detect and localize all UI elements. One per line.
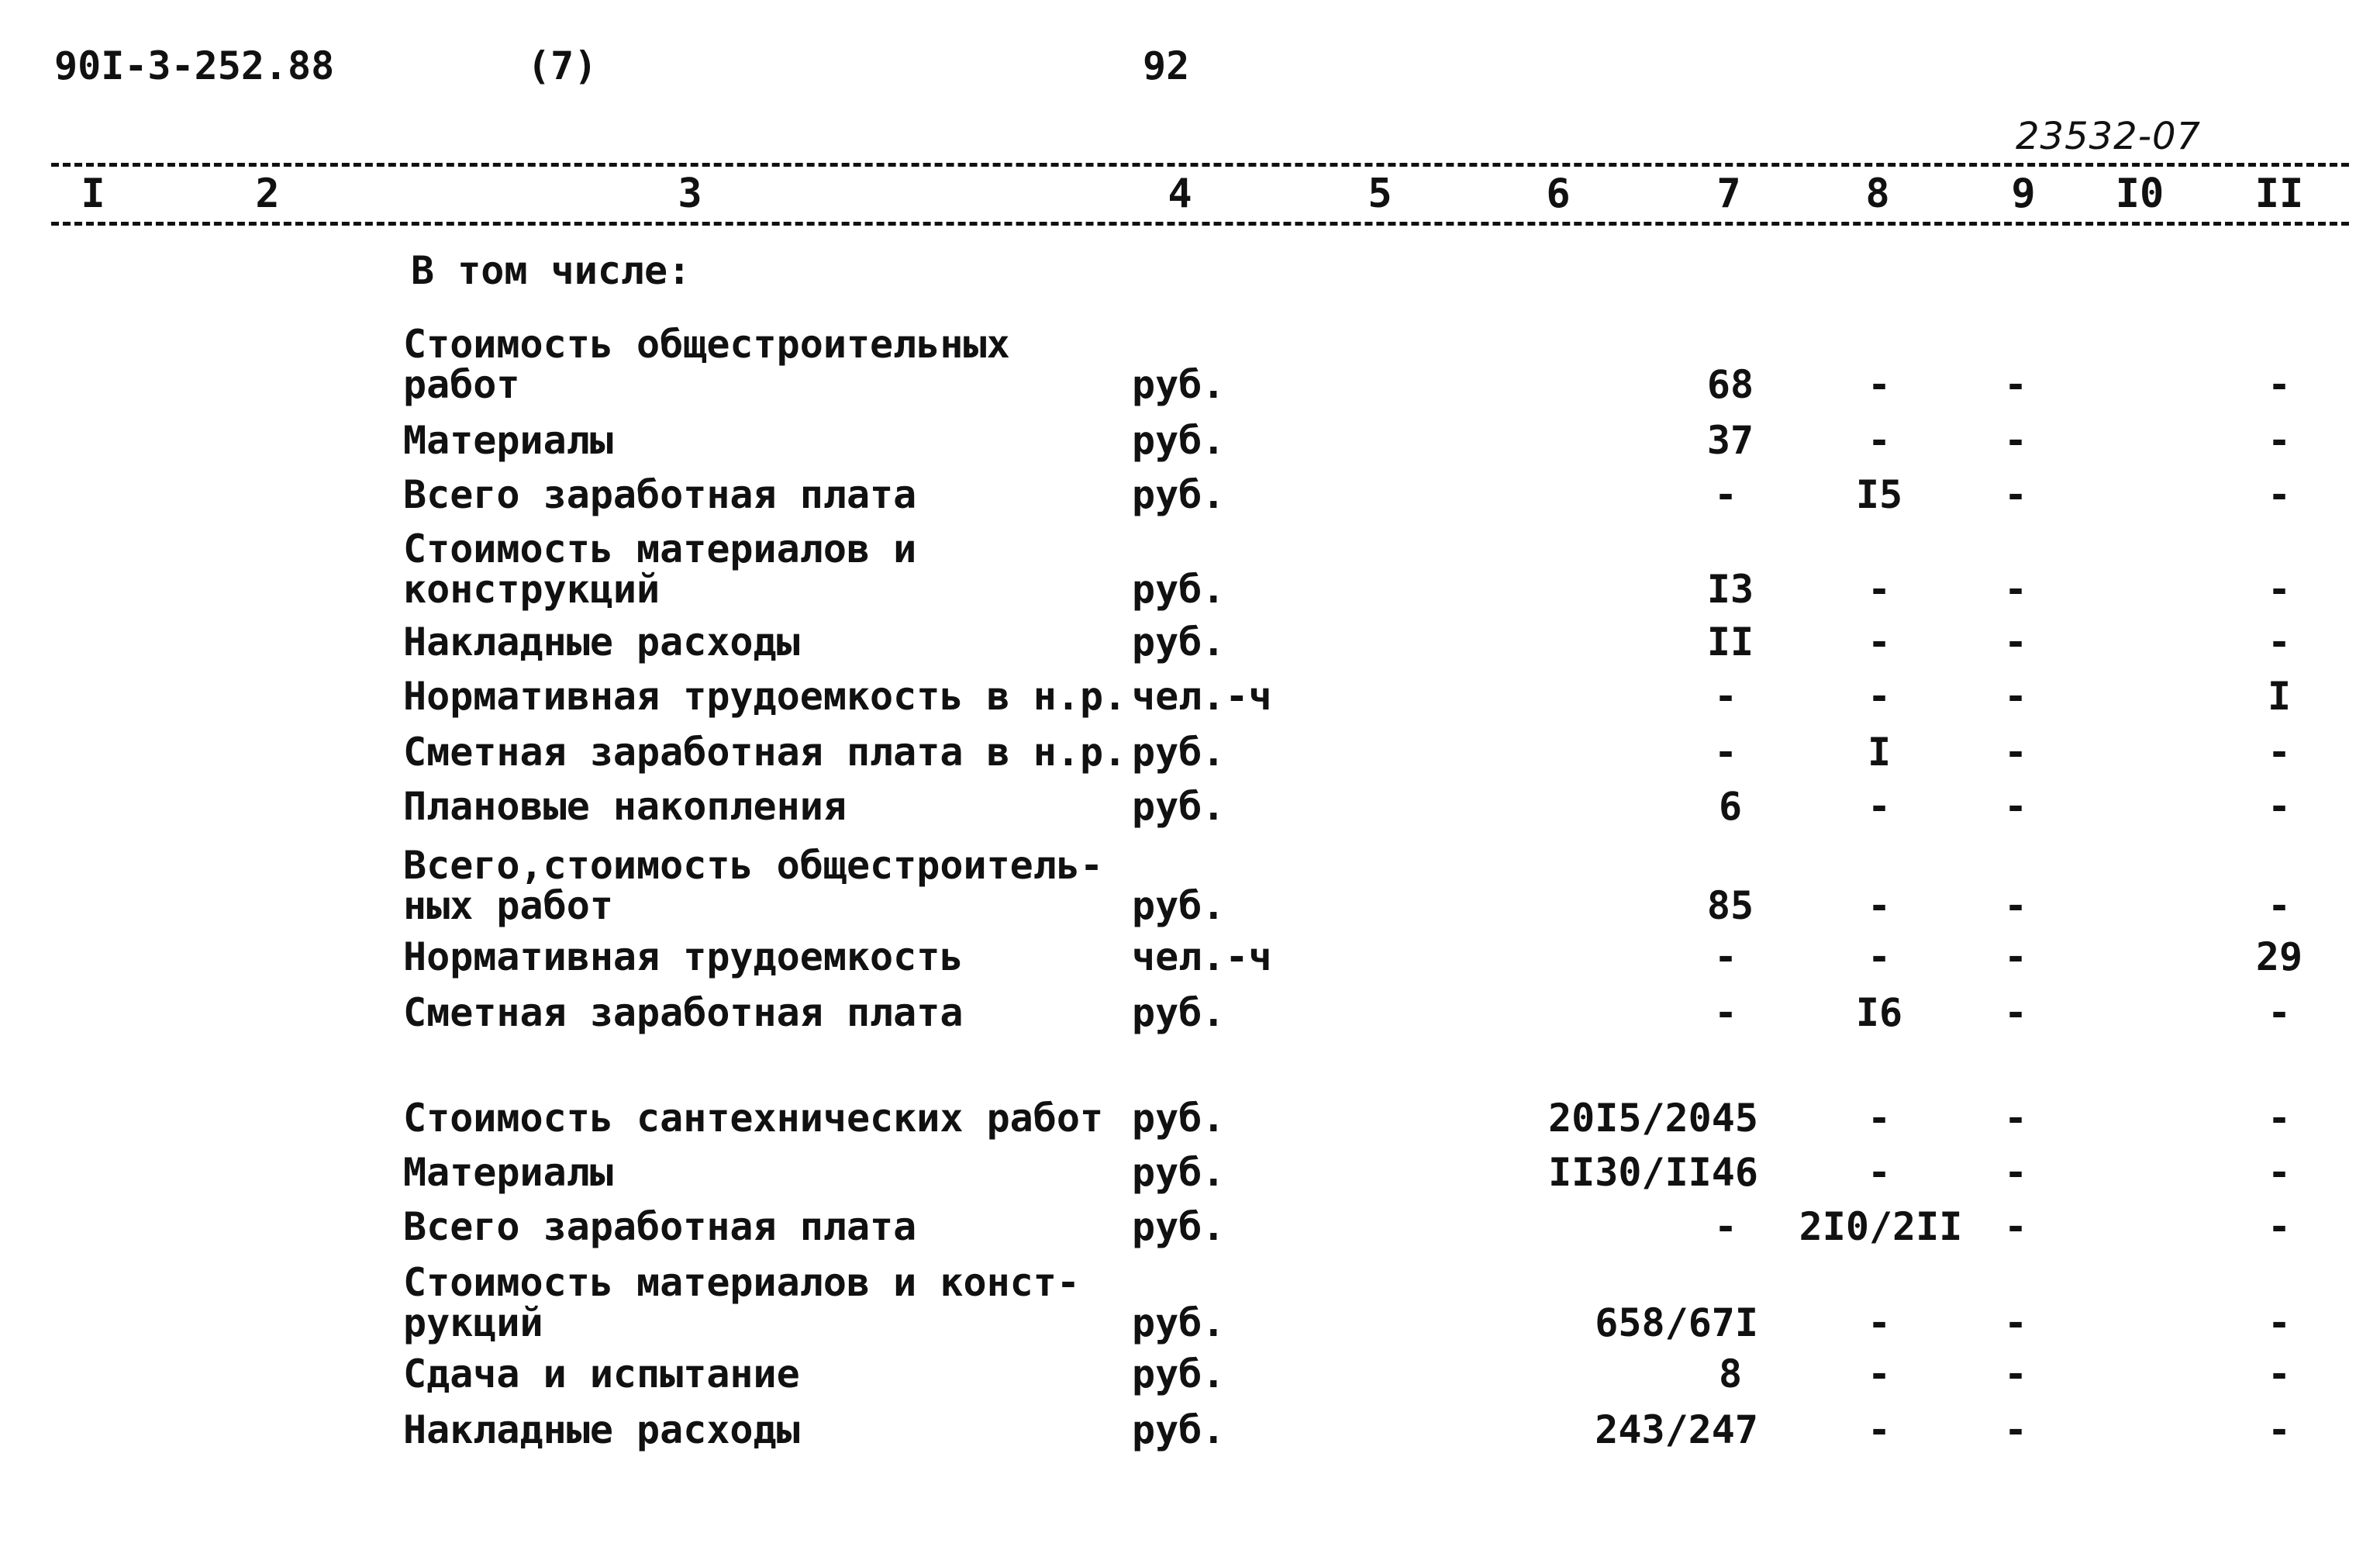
col8-value: I [1867, 730, 1892, 775]
row-name-line: Стоимость материалов и конст- [403, 1260, 1080, 1305]
column-number: 7 [1716, 171, 1741, 217]
col8-value: - [1867, 1407, 1892, 1452]
col9-value: - [2003, 567, 2028, 612]
col9-value: - [2003, 1096, 2028, 1141]
row-name [403, 845, 1103, 926]
col7-value: II30/II46 [1548, 1150, 1758, 1195]
row-name-line: работ [403, 362, 520, 407]
table-row [0, 1096, 2380, 1141]
column-number: II [2254, 171, 2304, 217]
col11-value: I [2267, 674, 2292, 719]
row-unit: руб. [1132, 1096, 1226, 1141]
row-name-line: Накладные расходы [403, 620, 800, 665]
column-number: 9 [2011, 171, 2036, 217]
table-row [0, 1352, 2380, 1396]
table-row [0, 418, 2380, 463]
col9-value: - [2003, 1300, 2028, 1345]
col8-value: - [1867, 1352, 1892, 1396]
table-row [0, 526, 2380, 612]
col9-value: - [2003, 784, 2028, 829]
col7-value: 658/67I [1595, 1300, 1758, 1345]
row-name-line: Сдача и испытание [403, 1352, 800, 1396]
table-row [0, 322, 2380, 407]
row-name-line: Всего заработная плата [403, 1204, 917, 1249]
table-row [0, 784, 2380, 829]
col11-value: - [2267, 1352, 2292, 1396]
col7-value: - [1713, 730, 1738, 775]
row-unit: руб. [1132, 990, 1226, 1035]
column-number: 6 [1546, 171, 1571, 217]
row-name [403, 730, 1127, 775]
row-name-line: Плановые накопления [403, 784, 847, 829]
document-code: 90I-3-252.88 [54, 43, 335, 88]
col8-value: - [1867, 1096, 1892, 1141]
col11-value: - [2267, 990, 2292, 1035]
col8-value: - [1867, 784, 1892, 829]
col9-value: - [2003, 362, 2028, 407]
row-name-line: Всего,стоимость общестроитель- [403, 843, 1104, 888]
row-name-line: Нормативная трудоемкость [403, 934, 964, 979]
col9-value: - [2003, 472, 2028, 517]
col9-value: - [2003, 674, 2028, 719]
column-number: 5 [1368, 171, 1392, 217]
col9-value: - [2003, 418, 2028, 463]
row-name-line: Сметная заработная плата [403, 990, 964, 1035]
col9-value: - [2003, 1204, 2028, 1249]
row-name-line: Стоимость материалов и [403, 526, 917, 571]
row-name [403, 1262, 1080, 1343]
table-top-rule [51, 163, 2349, 167]
row-unit: руб. [1132, 1204, 1226, 1249]
col8-value: - [1867, 674, 1892, 719]
col11-value: - [2267, 567, 2292, 612]
row-name [403, 420, 613, 461]
column-number: I0 [2115, 171, 2164, 217]
row-name [403, 526, 917, 612]
col8-value: - [1867, 1150, 1892, 1195]
col8-value: - [1867, 1300, 1892, 1345]
col11-value: - [2267, 1096, 2292, 1141]
row-name [403, 934, 964, 979]
col9-value: - [2003, 730, 2028, 775]
col11-value: - [2267, 1150, 2292, 1195]
row-name [403, 1096, 1104, 1141]
table-row [0, 1150, 2380, 1195]
column-number: 2 [255, 171, 280, 217]
row-name [403, 1204, 917, 1249]
col7-value: II [1706, 620, 1754, 665]
column-number: 4 [1168, 171, 1192, 217]
col7-value: 37 [1706, 418, 1754, 463]
table-header-rule [51, 222, 2349, 226]
row-name-line: рукций [403, 1300, 543, 1345]
row-unit: руб. [1132, 784, 1226, 829]
col11-value: - [2267, 1407, 2292, 1452]
col7-value: 8 [1718, 1352, 1743, 1396]
row-name [403, 472, 917, 517]
row-unit: руб. [1132, 1300, 1226, 1345]
col11-value: - [2267, 883, 2292, 928]
row-name-line: Нормативная трудоемкость в н.р. [403, 674, 1127, 719]
col11-value: - [2267, 418, 2292, 463]
col7-value: - [1713, 472, 1738, 517]
row-name-line: Стоимость сантехнических работ [403, 1096, 1104, 1141]
row-unit: руб. [1132, 1150, 1226, 1195]
table-row [0, 843, 2380, 928]
row-name [403, 1354, 800, 1394]
row-name [403, 1152, 613, 1193]
row-name [403, 620, 800, 665]
col8-value: 2I0/2II [1799, 1204, 1963, 1249]
row-name [403, 324, 1010, 405]
column-number: 3 [678, 171, 702, 217]
row-unit: руб. [1132, 362, 1226, 407]
row-name [403, 990, 964, 1035]
col11-value: - [2267, 784, 2292, 829]
col9-value: - [2003, 990, 2028, 1035]
sheet-reference: (7) [527, 43, 598, 88]
section-heading: В том числе: [411, 248, 692, 293]
table-row [0, 1260, 2380, 1345]
row-unit: чел.-ч [1132, 674, 1272, 719]
col7-value: 6 [1718, 784, 1743, 829]
row-unit: чел.-ч [1132, 934, 1272, 979]
col7-value: - [1713, 674, 1738, 719]
col8-value: I6 [1855, 990, 1903, 1035]
row-name-line: Материалы [403, 418, 613, 463]
col11-value: - [2267, 730, 2292, 775]
inventory-stamp: 23532-07 [2016, 115, 2202, 158]
row-name-line: Стоимость общестроительных [403, 322, 1010, 367]
row-name-line: конструкций [403, 567, 661, 612]
col7-value: 20I5/2045 [1548, 1096, 1758, 1141]
col7-value: 85 [1706, 883, 1754, 928]
col11-value: - [2267, 620, 2292, 665]
column-number: 8 [1865, 171, 1890, 217]
row-unit: руб. [1132, 1407, 1226, 1452]
col7-value: - [1713, 1204, 1738, 1249]
col11-value: - [2267, 1300, 2292, 1345]
row-unit: руб. [1132, 567, 1226, 612]
row-name [403, 674, 1127, 719]
table-row [0, 730, 2380, 775]
row-name-line: Всего заработная плата [403, 472, 917, 517]
col7-value: - [1713, 990, 1738, 1035]
page-number: 92 [1143, 43, 1190, 88]
col9-value: - [2003, 620, 2028, 665]
col9-value: - [2003, 883, 2028, 928]
col11-value: - [2267, 472, 2292, 517]
col7-value: I3 [1706, 567, 1754, 612]
col7-value: 68 [1706, 362, 1754, 407]
row-name [403, 786, 847, 827]
table-row [0, 620, 2380, 665]
row-unit: руб. [1132, 883, 1226, 928]
row-unit: руб. [1132, 730, 1226, 775]
col9-value: - [2003, 1352, 2028, 1396]
col8-value: - [1867, 883, 1892, 928]
row-unit: руб. [1132, 418, 1226, 463]
col11-value: - [2267, 362, 2292, 407]
col11-value: - [2267, 1204, 2292, 1249]
col9-value: - [2003, 934, 2028, 979]
table-row [0, 674, 2380, 719]
col8-value: I5 [1855, 472, 1903, 517]
col9-value: - [2003, 1407, 2028, 1452]
row-name-line: Накладные расходы [403, 1407, 800, 1452]
col8-value: - [1867, 362, 1892, 407]
column-number: I [81, 171, 105, 217]
col8-value: - [1867, 620, 1892, 665]
row-name-line: ных работ [403, 883, 613, 928]
row-name [403, 1407, 800, 1452]
col7-value: 243/247 [1595, 1407, 1758, 1452]
col7-value: - [1713, 934, 1738, 979]
row-unit: руб. [1132, 472, 1226, 517]
col8-value: - [1867, 934, 1892, 979]
row-name-line: Материалы [403, 1150, 613, 1195]
col8-value: - [1867, 418, 1892, 463]
row-unit: руб. [1132, 1352, 1226, 1396]
col8-value: - [1867, 567, 1892, 612]
row-unit: руб. [1132, 620, 1226, 665]
col9-value: - [2003, 1150, 2028, 1195]
col11-value: 29 [2255, 934, 2303, 979]
row-name-line: Сметная заработная плата в н.р. [403, 730, 1127, 775]
